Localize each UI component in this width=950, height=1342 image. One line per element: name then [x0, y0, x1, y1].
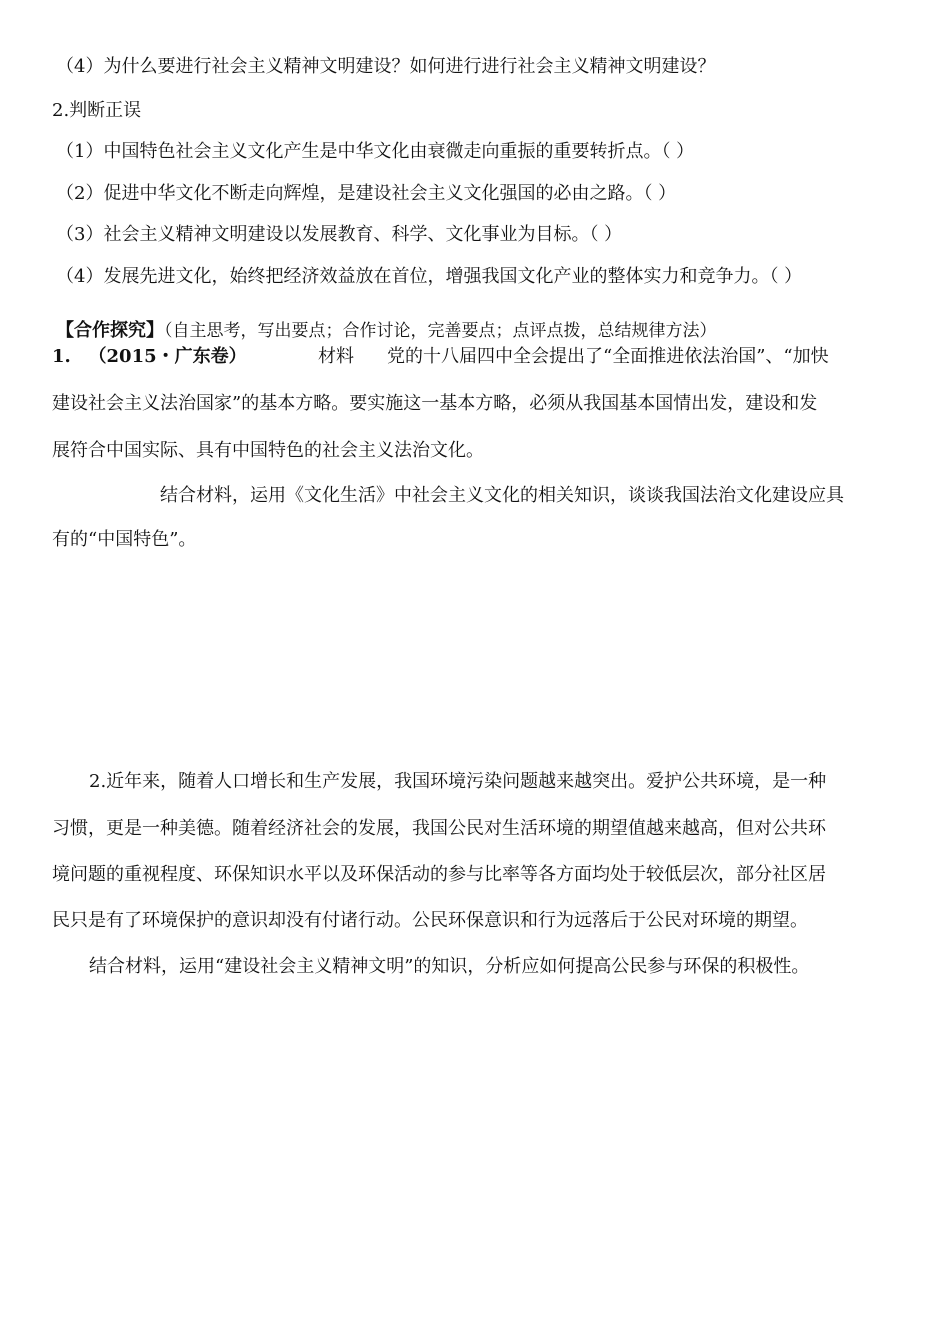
- coop-instructions: （自主思考，写出要点；合作讨论，完善要点；点评点拨，总结规律方法）: [164, 321, 717, 341]
- judge-item-1: （1）中国特色社会主义文化产生是中华文化由衰微走向重振的重要转折点。（ ）: [56, 141, 695, 162]
- coop-q1-question-line-2: 有的“中国特色”。: [52, 529, 197, 550]
- coop-q2-question: 结合材料，运用“建设社会主义精神文明”的知识，分析应如何提高公民参与环保的积极性。: [89, 956, 810, 977]
- coop-q1-number: 1.: [52, 346, 71, 367]
- coop-q2-material-line-2: 习惯，更是一种美德。随着经济社会的发展，我国公民对生活环境的期望值越来越高，但对公共环: [52, 818, 826, 839]
- judge-item-4: （4）发展先进文化，始终把经济效益放在首位，增强我国文化产业的整体实力和竞争力。（ ）: [56, 266, 803, 287]
- judge-heading: 2.判断正误: [52, 100, 142, 121]
- coop-q2-material-line-3: 境问题的重视程度、环保知识水平以及环保活动的参与比率等各方面均处于较低层次，部分社区居: [52, 864, 826, 885]
- coop-title: 【合作探究】: [56, 320, 164, 341]
- review-question-4: （4）为什么要进行社会主义精神文明建设？如何进行进行社会主义精神文明建设？: [56, 56, 716, 77]
- coop-q2-material-line-4: 民只是有了环境保护的意识却没有付诸行动。公民环保意识和行为远落后于公民对环境的期望。: [52, 910, 808, 931]
- coop-section-header: [56, 319, 717, 343]
- coop-q1-material-line-2: 建设社会主义法治国家”的基本方略。要实施这一基本方略，必须从我国基本国情出发，建设和发: [52, 393, 818, 414]
- coop-q1-material-line-1: 党的十八届四中全会提出了“全面推进依法治国”、“加快: [387, 346, 829, 367]
- judge-item-3: （3）社会主义精神文明建设以发展教育、科学、文化事业为目标。（ ）: [56, 224, 623, 245]
- coop-q1-material-label: 材料: [318, 346, 354, 367]
- coop-q2-material-line-1: 2.近年来，随着人口增长和生产发展，我国环境污染问题越来越突出。爱护公共环境，是一种: [89, 771, 827, 792]
- coop-q1-question-line-1: 结合材料，运用《文化生活》中社会主义文化的相关知识，谈谈我国法治文化建设应具: [160, 485, 844, 506]
- coop-q1-material-line-3: 展符合中国实际、具有中国特色的社会主义法治文化。: [52, 440, 484, 461]
- coop-q1-first-line: [52, 345, 247, 369]
- judge-item-2: （2）促进中华文化不断走向辉煌，是建设社会主义文化强国的必由之路。（ ）: [56, 183, 677, 204]
- coop-q1-source: （2015・广东卷）: [88, 346, 247, 367]
